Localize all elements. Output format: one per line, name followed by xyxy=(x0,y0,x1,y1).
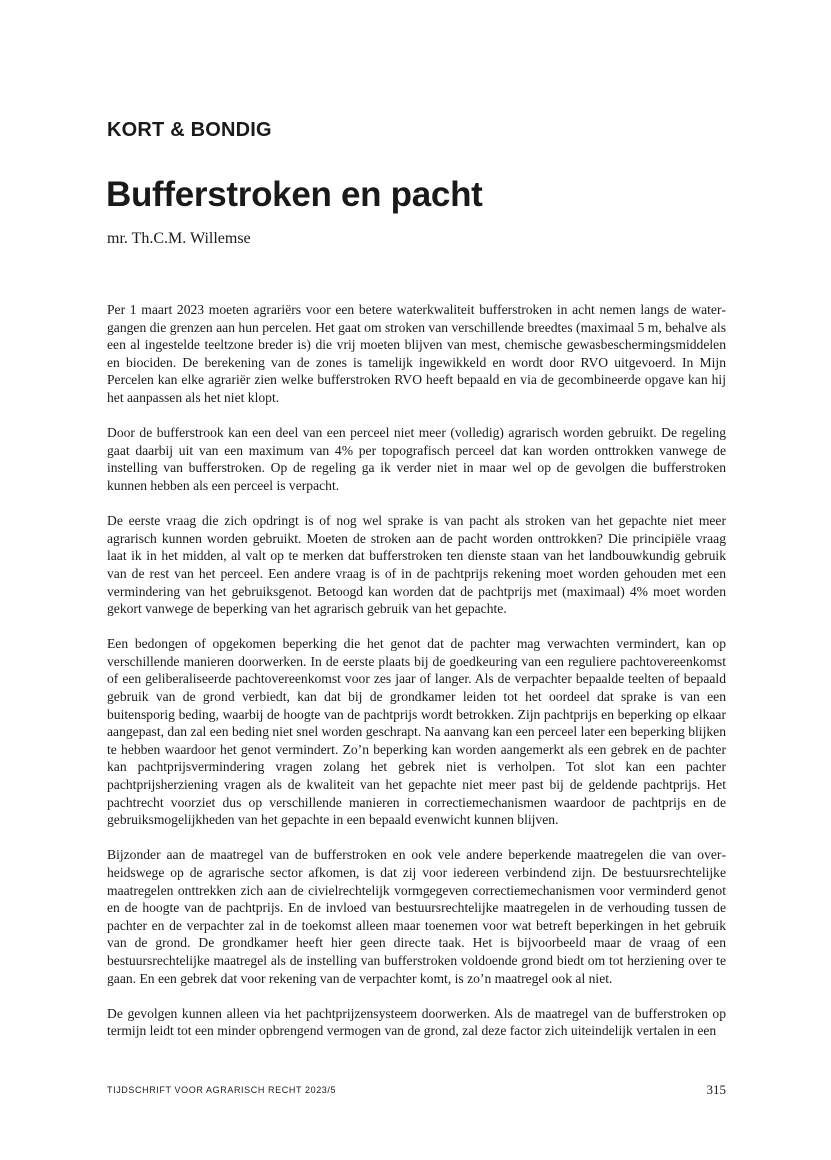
paragraph: De gevolgen kunnen alleen via het pachtprijzensysteem doorwerken. Als de maatregel van de bufferstroken op termijn leidt tot een minder opbrengend vermogen van de grond, zal deze factor zich uiteindelijk vertalen in een xyxy=(107,1005,726,1039)
article-author: mr. Th.C.M. Willemse xyxy=(107,230,251,247)
footer-page-number: 315 xyxy=(706,1082,726,1097)
paragraph: Een bedongen of opgekomen beperking die het genot dat de pachter mag verwachten vermindert, kan op verschillende manieren doorwerken. In de eerste plaats bij de goedkeuring van een reguliere pachtovereenkomst of een geliberaliseerde pachtovereenkomst voor zes jaar of langer. Als de verpachter bepaalde teelten of bepaald gebruik van de grond verbiedt, kan dat bij de grondkamer leiden tot het oordeel dat sprake is van een buitensporig beding, waarbij de hoogte van de pachtprijs wordt betrokken. Zijn pachtprijs en beperking op elkaar aangepast, dan zal een beding niet snel worden geschrapt. Na aanvang kan een perceel later een beperking blijken te hebben waardoor het genot vermindert. Zo’n beperking kan worden aangemerkt als een gebrek en de pachter kan pachtprijsvermindering vragen zolang het gebrek niet is verholpen. Tot slot kan een pachter pachtprijsherziening vragen als de kwaliteit van het gepachte niet meer past bij de geldende pachtprijs. Het pachtrecht voorziet dus op verschillende manieren in correctiemechanismen waardoor de pachtprijs en de gebruiksmogelijkheden van het gepachte in een bepaald evenwicht kunnen blijven. xyxy=(107,636,726,828)
section-label: KORT & BONDIG xyxy=(107,119,272,141)
paragraph: Door de bufferstrook kan een deel van een perceel niet meer (volledig) agrarisch worden gebruikt. De regeling gaat daarbij uit van een maximum van 4% per topografisch perceel dat kan worden onttrokken vanwege de instelling van bufferstroken. Op de regeling ga ik verder niet in maar wel op de gevolgen die bufferstroken kunnen hebben als een perceel is verpacht. xyxy=(107,425,726,493)
article-body xyxy=(107,301,726,1058)
paragraph: Bijzonder aan de maatregel van de bufferstroken en ook vele andere beperkende maatregelen die van overheidswege op de agrarische sector afkomen, is dat zij voor iedereen verbindend zijn. De bestuursrechtelijke maatregelen onttrekken zich aan de civielrechtelijk vormgegeven correctiemechanismen voor verminderd genot en de hoogte van de pachtprijs. En de invloed van bestuursrechtelijke maatregelen in de verhouding tussen de pachter en de verpachter zal in de toekomst alleen maar toenemen voor wat betreft beperkingen in het gebruik van de grond. De grondkamer heeft hier geen directe taak. Het is bijvoorbeeld maar de vraag of een bestuursrechtelijke maatregel als de instelling van bufferstroken voldoende grond biedt om tot herziening over te gaan. En een gebrek dat voor rekening van de verpachter komt, is zo’n maatregel ook al niet. xyxy=(107,847,726,986)
article-title: Bufferstroken en pacht xyxy=(106,175,483,214)
paragraph: De eerste vraag die zich opdringt is of nog wel sprake is van pacht als stroken van het gepachte niet meer agrarisch kunnen worden gebruikt. Moeten de stroken aan de pacht worden onttrokken? Die principiële vraag laat ik in het midden, al valt op te merken dat bufferstroken ten dienste staan van het landbouwkundig gebruik van de rest van het perceel. Een andere vraag is of in de pachtprijs rekening moet worden gehouden met een vermindering van het gebruiksgenot. Betoogd kan worden dat de pachtprijs met (maximaal) 4% moet worden gekort vanwege de beperking van het agrarisch gebruik van het gepachte. xyxy=(107,513,726,617)
paragraph: Per 1 maart 2023 moeten agrariërs voor een betere waterkwaliteit bufferstroken in acht nemen langs de watergangen die grenzen aan hun percelen. Het gaat om stroken van verschillende breedtes (maximaal 5 m, behalve als een al ingestelde teeltzone breder is) die vrij moeten blijven van mest, chemische gewasbeschermingsmiddelen en biociden. De berekening van de zones is tamelijk ingewikkeld en wordt door RVO uitgevoerd. In Mijn Percelen kan elke agrariër zien welke bufferstroken RVO heeft bepaald en via de gecombineerde opgave kan hij het aanpassen als het niet klopt. xyxy=(107,302,726,405)
footer-journal-name: TIJDSCHRIFT VOOR AGRARISCH RECHT 2023/5 xyxy=(107,1085,337,1095)
